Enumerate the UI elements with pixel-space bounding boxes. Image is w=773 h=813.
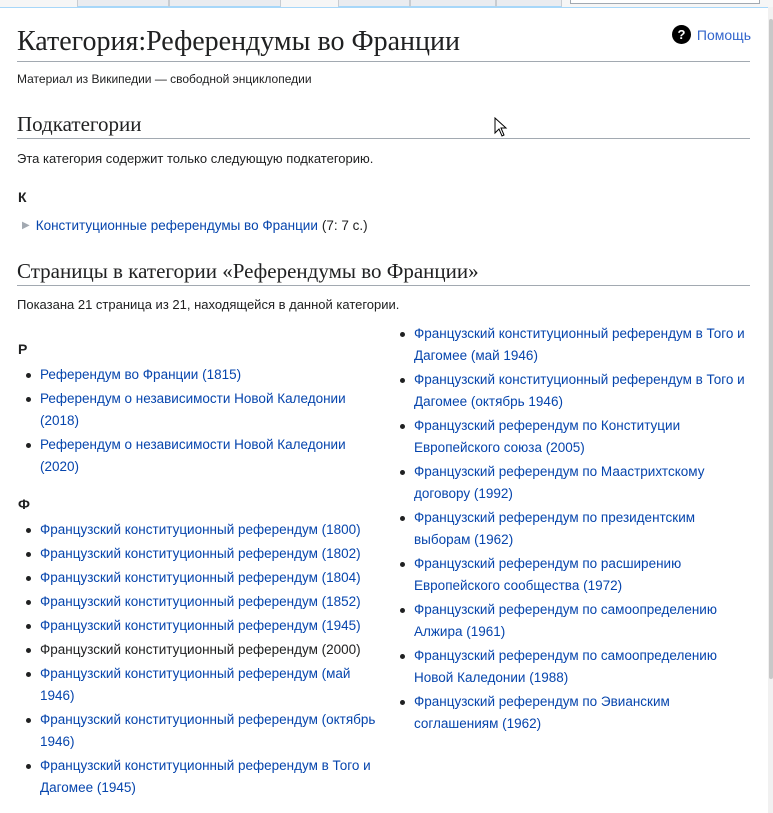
page-link[interactable]: Французский конституционный референдум (1802) [40, 546, 361, 561]
page-link[interactable]: Референдум о независимости Новой Каледонии (2020) [40, 437, 346, 474]
page-link[interactable]: Референдум о независимости Новой Каледонии (2018) [40, 391, 346, 428]
list-item [392, 691, 752, 735]
tab-5[interactable] [496, 0, 562, 7]
list-item [18, 519, 378, 541]
list-item [392, 461, 752, 505]
page-link[interactable]: Французский конституционный референдум (май 1946) [40, 666, 351, 703]
subcategory-letter: К [18, 189, 27, 205]
subcategory-item [22, 218, 368, 233]
group-f-list [18, 519, 378, 801]
page-link[interactable]: Французский референдум по Конституции Европейского союза (2005) [414, 418, 681, 455]
help-label: Помощь [696, 26, 751, 43]
page-link[interactable]: Французский конституционный референдум (октябрь 1946) [40, 712, 376, 749]
list-item [392, 645, 752, 689]
list-item [18, 755, 378, 799]
list-item [18, 615, 378, 637]
search-input[interactable] [570, 0, 760, 4]
subcategory-count: (7: 7 с.) [321, 218, 368, 233]
page-link-current[interactable]: Французский конституционный референдум (2000) [40, 642, 361, 657]
page-link[interactable]: Французский референдум по Эвианским соглашениям (1962) [414, 694, 670, 731]
list-item [18, 567, 378, 589]
subcategories-intro: Эта категория содержит только следующую подкатегорию. [17, 151, 374, 166]
tab-4[interactable] [410, 0, 496, 7]
pages-intro: Показана 21 страница из 21, находящейся в данной категории. [17, 297, 400, 312]
page-link[interactable]: Французский референдум по самоопределению Новой Каледонии (1988) [414, 648, 717, 685]
list-item [18, 663, 378, 707]
list-item [18, 543, 378, 565]
pages-heading: Страницы в категории «Референдумы во Франции» [17, 258, 750, 286]
tab-1[interactable] [77, 0, 169, 7]
page-link[interactable]: Французский референдум по расширению Европейского сообщества (1972) [414, 556, 682, 593]
subcategory-link[interactable]: Конституционные референдумы во Франции [35, 218, 318, 233]
group-letter-f: Ф [18, 496, 30, 512]
subcategories-heading: Подкатегории [17, 111, 750, 139]
page-link[interactable]: Французский конституционный референдум (1800) [40, 522, 361, 537]
list-item [18, 364, 378, 386]
page-link[interactable]: Французский конституционный референдум в Того и Дагомее (октябрь 1946) [414, 372, 745, 409]
list-item [392, 323, 752, 367]
help-link[interactable] [672, 25, 751, 44]
page-link[interactable]: Референдум во Франции (1815) [40, 367, 242, 382]
list-item [392, 599, 752, 643]
page-title: Категория:Референдумы во Франции [17, 24, 750, 62]
page-link[interactable]: Французский референдум по самоопределению Алжира (1961) [414, 602, 717, 639]
page-link[interactable]: Французский конституционный референдум в Того и Дагомее (май 1946) [414, 326, 745, 363]
list-item [18, 639, 378, 661]
scrollbar-thumb[interactable] [769, 19, 773, 679]
page-link[interactable]: Французский конституционный референдум (1852) [40, 594, 361, 609]
scrollbar[interactable] [768, 7, 773, 813]
expand-triangle-icon[interactable]: ▶ [22, 220, 30, 231]
list-item [392, 369, 752, 413]
list-item [18, 388, 378, 432]
page-link[interactable]: Французский конституционный референдум (1945) [40, 618, 361, 633]
group-r-list [18, 364, 378, 480]
right-column-list [392, 323, 752, 737]
tagline: Материал из Википедии — свободной энциклопедии [17, 72, 312, 86]
list-item [392, 507, 752, 551]
page-link[interactable]: Французский конституционный референдум в Того и Дагомее (1945) [40, 758, 371, 795]
help-icon: ? [672, 25, 691, 44]
mouse-cursor-icon [494, 117, 508, 137]
group-letter-r: Р [18, 341, 28, 357]
tab-2[interactable] [169, 0, 281, 7]
list-item [18, 591, 378, 613]
list-item [392, 553, 752, 597]
list-item [18, 434, 378, 478]
list-item [18, 709, 378, 753]
tab-3[interactable] [338, 0, 410, 7]
page-link[interactable]: Французский конституционный референдум (1804) [40, 570, 361, 585]
page-link[interactable]: Французский референдум по Маастрихтскому договору (1992) [414, 464, 705, 501]
list-item [392, 415, 752, 459]
page-link[interactable]: Французский референдум по президентским выборам (1962) [414, 510, 696, 547]
